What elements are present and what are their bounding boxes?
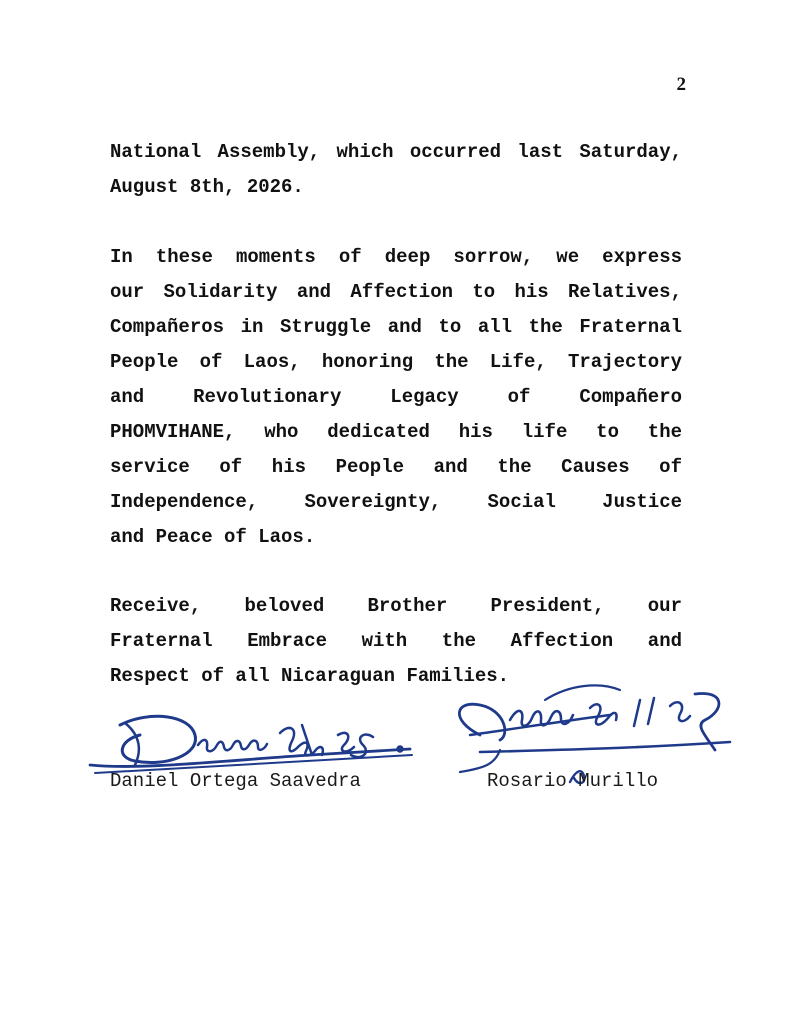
paragraph-3-line: Receive, beloved Brother President, our [110, 595, 682, 617]
paragraph-3 [110, 589, 682, 694]
paragraph-1 [110, 135, 682, 205]
paragraph-2 [110, 240, 682, 555]
paragraph-2-line: Independence, Sovereignty, Social Justice [110, 491, 682, 513]
signer-name-right: Rosario Murillo [487, 770, 659, 792]
paragraph-1-line: National Assembly, which occurred last Saturday, [110, 141, 682, 163]
page-number: 2 [676, 74, 686, 95]
paragraph-1-line: August 8th, 2026. [110, 176, 304, 198]
paragraph-3-line: Fraternal Embrace with the Affection and [110, 630, 682, 652]
paragraph-2-line: PHOMVIHANE, who dedicated his life to the [110, 421, 682, 443]
paragraph-2-line: People of Laos, honoring the Life, Trajectory [110, 351, 682, 373]
paragraph-2-line: In these moments of deep sorrow, we express [110, 246, 682, 268]
paragraph-2-line: our Solidarity and Affection to his Relatives, [110, 281, 682, 303]
paragraph-3-line: Respect of all Nicaraguan Families. [110, 665, 510, 687]
paragraph-2-line: and Peace of Laos. [110, 526, 316, 548]
paragraph-2-line: service of his People and the Causes of [110, 456, 682, 478]
paragraph-2-line: and Revolutionary Legacy of Compañero [110, 386, 682, 408]
signer-name-left: Daniel Ortega Saavedra [110, 770, 361, 792]
paragraph-2-line: Compañeros in Struggle and to all the Fraternal [110, 316, 682, 338]
